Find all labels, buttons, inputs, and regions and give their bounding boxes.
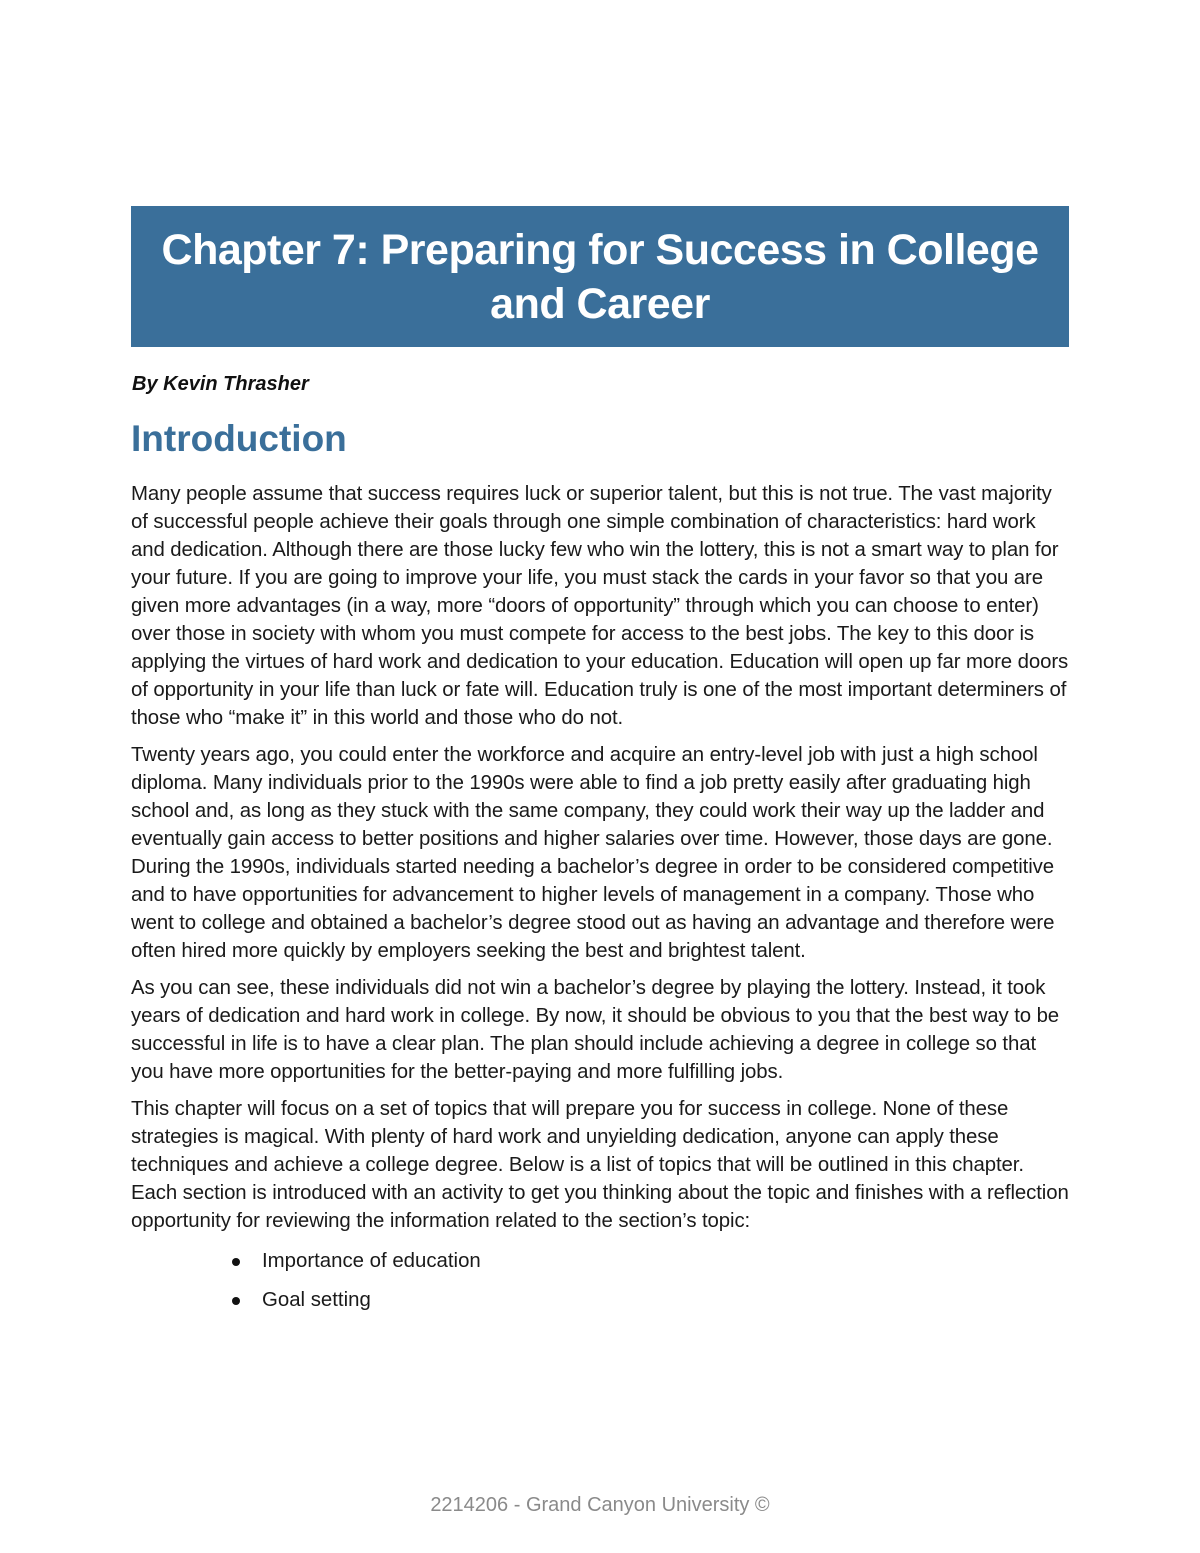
bullet-icon: [232, 1297, 240, 1305]
paragraph-4: This chapter will focus on a set of topics that will prepare you for success in college. None of these strategies is magical. With plenty of hard work and unyielding dedication, anyone can apply these techniques and achieve a college degree. Below is a list of topics that will be outlined in this chapter. Each section is introduced with an activity to get you thinking about the topic and finishes with a reflection opportunity for reviewing the information related to the section’s topic:: [131, 1098, 1069, 1232]
paragraph-2: Twenty years ago, you could enter the workforce and acquire an entry-level job with just a high school diploma. Many individuals prior to the 1990s were able to find a job pretty easily after graduating high school and, as long as they stuck with the same company, they could work their way up the ladder and eventually gain access to better positions and higher salaries over time. However, those days are gone. During the 1990s, individuals started needing a bachelor’s degree in order to be considered competitive and to have opportunities for advancement to higher levels of management in a company. Those who went to college and obtained a bachelor’s degree stood out as having an advantage and therefore were often hired more quickly by employers seeking the best and brightest talent.: [131, 744, 1055, 962]
section-heading-introduction: Introduction: [131, 418, 347, 459]
list-item: [262, 1247, 1071, 1275]
list-item: [262, 1286, 1071, 1314]
chapter-title-banner: [131, 206, 1069, 347]
chapter-title: Chapter 7: Preparing for Success in College and Career: [161, 225, 1039, 328]
paragraph-1: Many people assume that success requires luck or superior talent, but this is not true. The vast majority of successful people achieve their goals through one simple combination of characteristics: hard work and dedication. Although there are those lucky few who win the lottery, this is not a smart way to plan for your future. If you are going to improve your life, you must stack the cards in your favor so that you are given more advantages (in a way, more “doors of opportunity” through which you can choose to enter) over those in society with whom you must compete for access to the best jobs. The key to this door is applying the virtues of hard work and dedication to your education. Education will open up far more doors of opportunity in your life than luck or fate will. Education truly is one of the most important determiners of those who “make it” in this world and those who do not.: [131, 483, 1069, 729]
list-item-label: Goal setting: [262, 1289, 371, 1311]
page-footer: 2214206 - Grand Canyon University ©: [430, 1494, 770, 1516]
paragraph-3: As you can see, these individuals did not win a bachelor’s degree by playing the lottery. Instead, it took years of dedication and hard work in college. By now, it should be obvious to you that the best way to be successful in life is to have a clear plan. The plan should include achieving a degree in college so that you have more opportunities for the better-paying and more fulfilling jobs.: [131, 977, 1060, 1083]
list-item-label: Importance of education: [262, 1250, 481, 1272]
author-byline: By Kevin Thrasher: [132, 373, 309, 395]
bullet-icon: [232, 1258, 240, 1266]
topic-list: [131, 1247, 1071, 1314]
introduction-body: [131, 480, 1071, 1325]
